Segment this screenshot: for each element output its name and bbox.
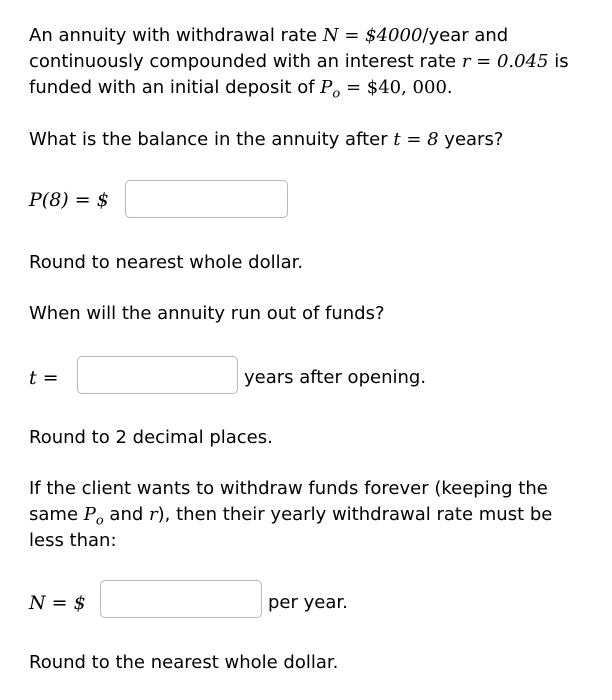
answer-3-suffix: per year. [268, 592, 348, 613]
balance-input[interactable] [125, 180, 288, 218]
math-initial-deposit: = $40, 000 [340, 77, 447, 98]
question-3-line-1: If the client wants to withdraw funds forever (keeping the [29, 478, 548, 499]
answer-3-label: N = $ [29, 592, 86, 614]
question-1 [29, 128, 503, 152]
intro-text: /year and [422, 25, 509, 46]
math-subscript-o: o [332, 86, 341, 102]
math-t-eq-8: t = 8 [393, 129, 439, 150]
withdrawal-rate-input[interactable] [100, 580, 262, 618]
question-2: When will the annuity run out of funds? [29, 303, 385, 324]
intro-text: is [548, 51, 569, 72]
intro-text: An annuity with withdrawal rate [29, 25, 323, 46]
question-text: same [29, 504, 84, 525]
math-p: P [83, 504, 96, 525]
math-withdrawal-rate: N = $4000 [322, 25, 423, 46]
runout-time-input[interactable] [77, 356, 238, 394]
math-r: r [149, 504, 158, 525]
intro-line-3 [29, 76, 453, 107]
math-p: P [320, 77, 333, 98]
question-text: years? [438, 129, 504, 150]
intro-text: funded with an initial deposit of [29, 77, 321, 98]
answer-2-suffix: years after opening. [244, 367, 427, 388]
question-text: and [103, 504, 150, 525]
math-subscript-o: o [95, 513, 104, 529]
math-interest-rate: r = 0.045 [461, 51, 549, 72]
intro-text: continuously compounded with an interest rate [29, 51, 462, 72]
intro-line-2 [29, 50, 569, 74]
answer-2-label: t = [29, 367, 59, 389]
question-text: What is the balance in the annuity after [29, 129, 394, 150]
answer-1-label: P(8) = $ [29, 189, 109, 211]
answer-2-note: Round to 2 decimal places. [29, 427, 273, 448]
question-3-line-3: less than: [29, 530, 117, 551]
answer-3-note: Round to the nearest whole dollar. [29, 652, 339, 673]
question-text: ), then their yearly withdrawal rate must be [157, 504, 553, 525]
intro-text: . [446, 77, 453, 98]
answer-1-note: Round to nearest whole dollar. [29, 252, 304, 273]
intro-line-1 [29, 24, 508, 48]
